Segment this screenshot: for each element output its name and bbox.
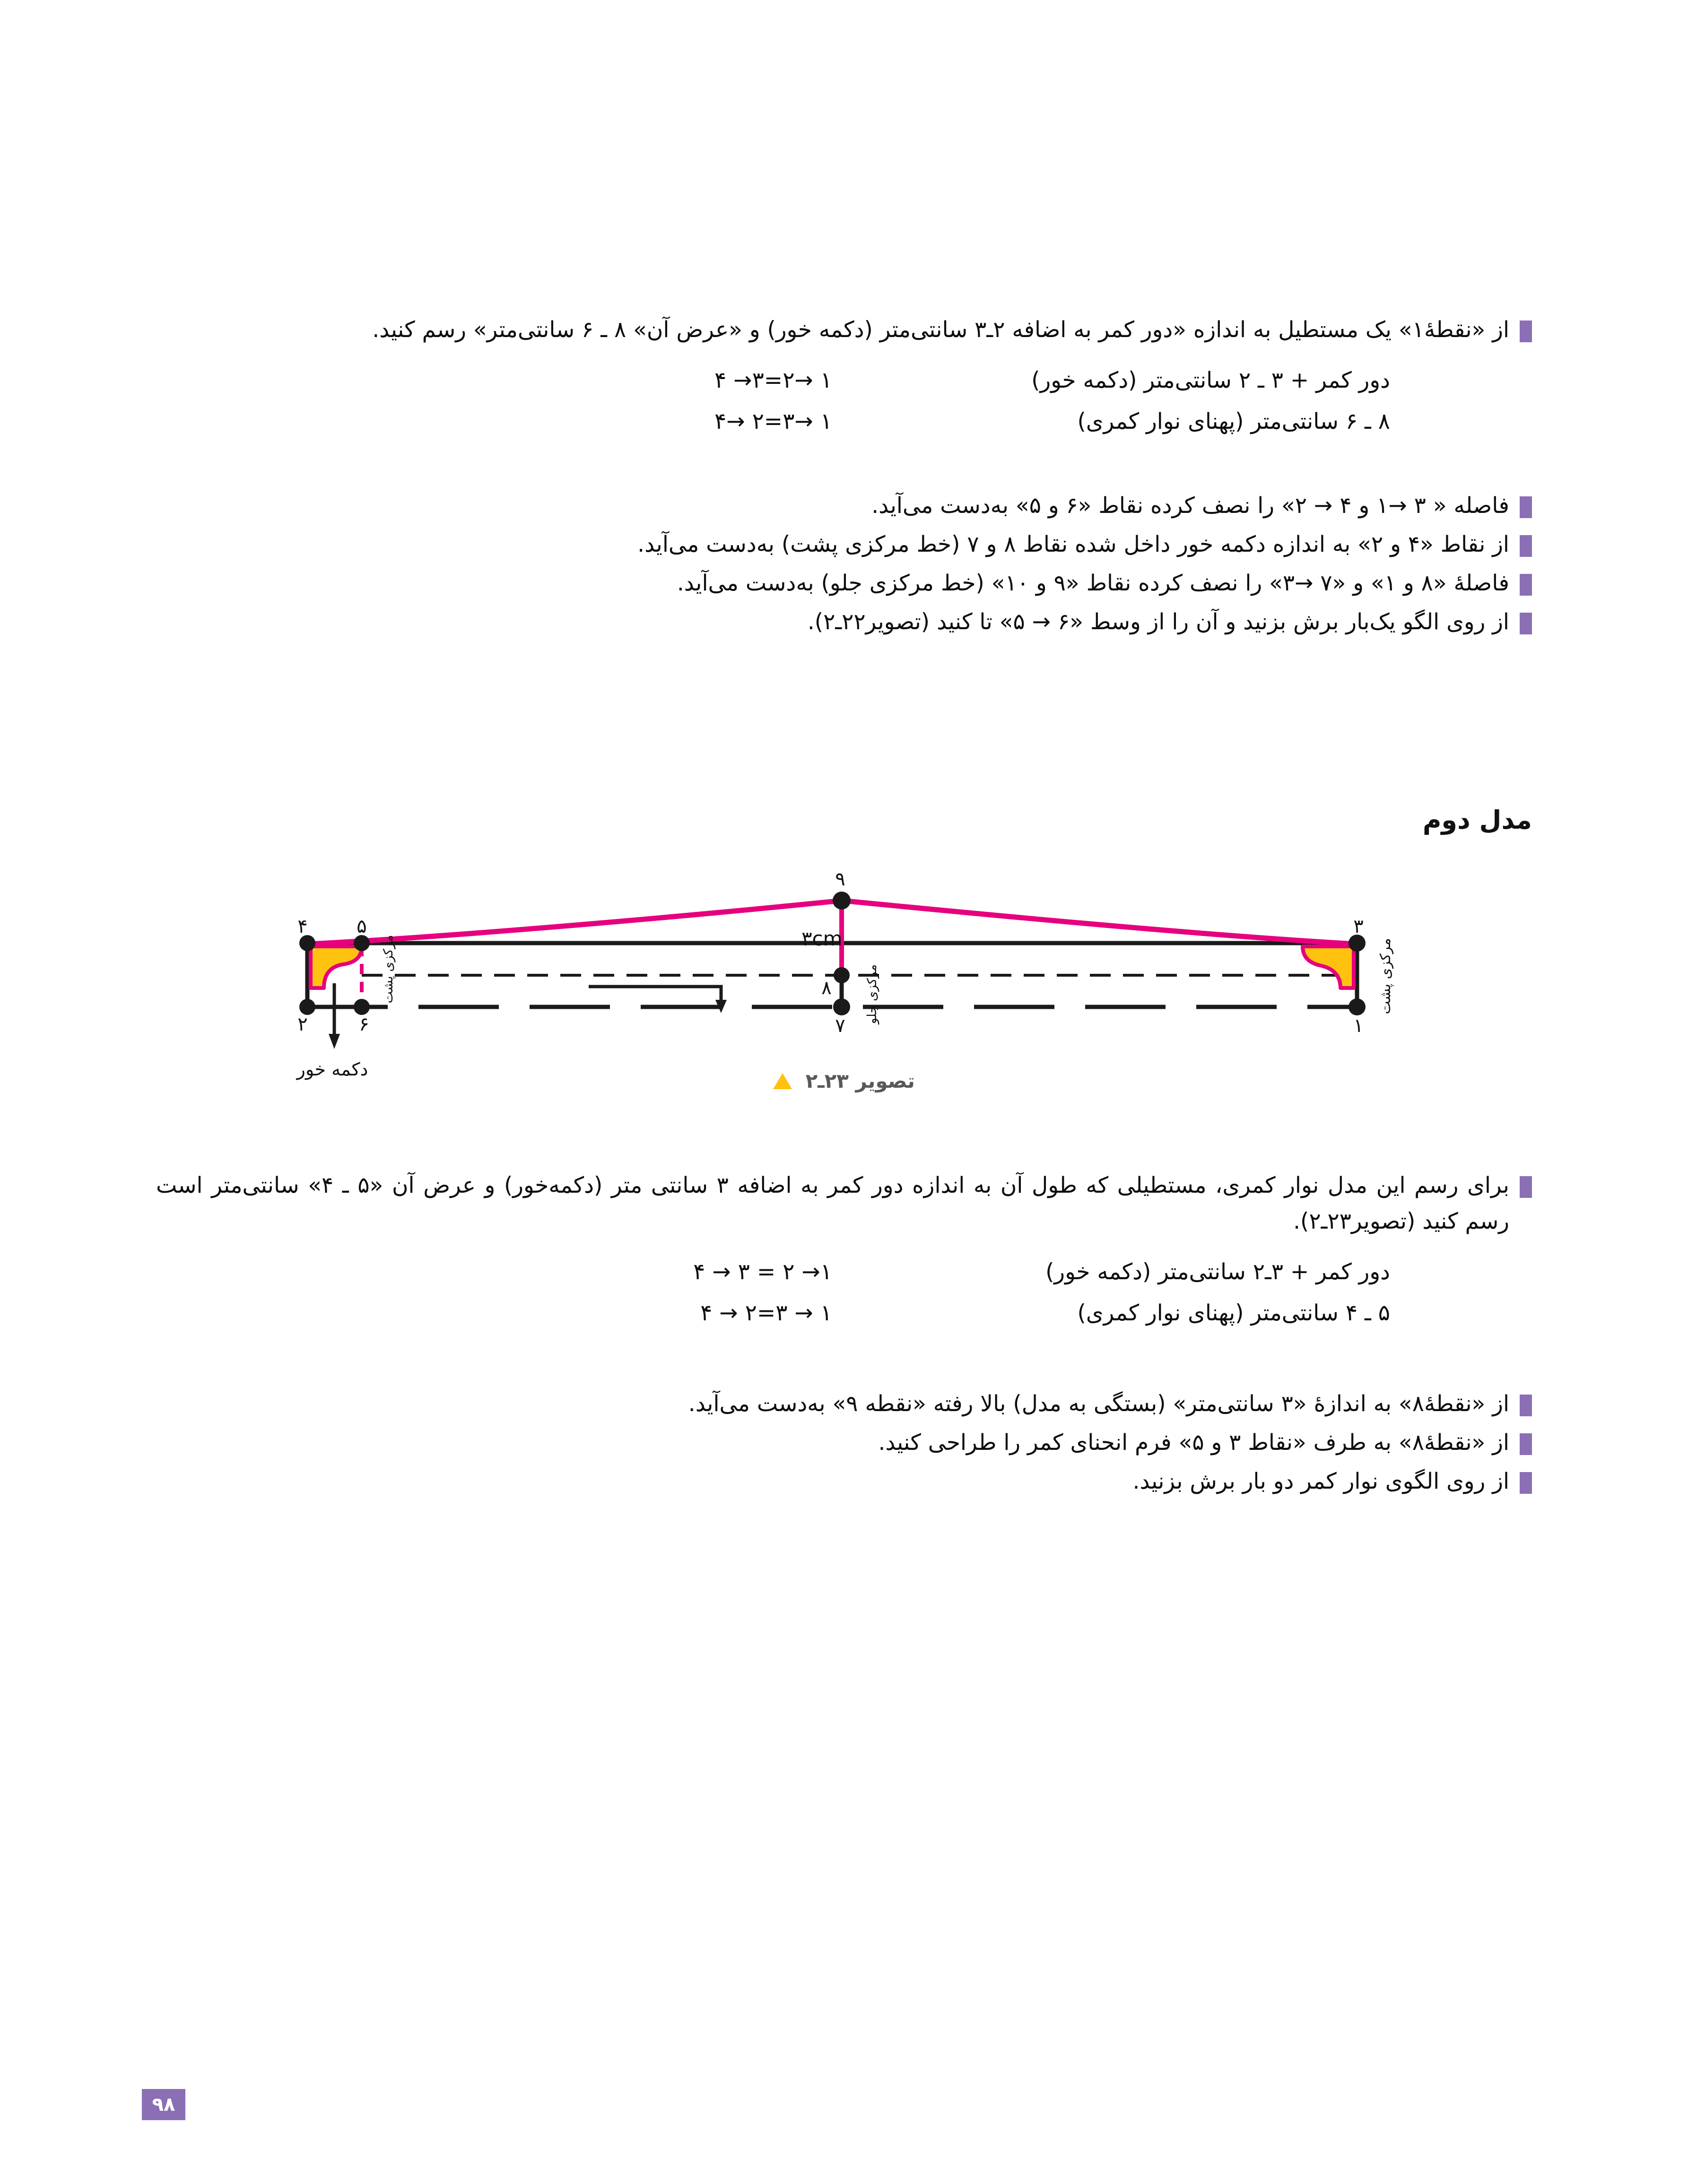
top-content-block bbox=[156, 312, 1532, 643]
formula-label: ۸ ـ ۶ سانتی‌متر (پهنای نوار کمری) bbox=[1077, 408, 1390, 435]
formula-label: دور کمر + ۳ ـ ۲ سانتی‌متر (دکمه خور) bbox=[1031, 367, 1390, 394]
list-item bbox=[156, 527, 1532, 563]
label-center-back-left: مرکزی پشت bbox=[381, 935, 396, 1004]
button-overlap-arrow-head bbox=[329, 1034, 340, 1049]
bullet-paragraph: از «نقطهٔ۸» به طرف «نقاط ۳ و ۵» فرم انحنای کمر را طراحی کنید. bbox=[878, 1430, 1509, 1456]
label-point-5: ۵ bbox=[357, 916, 367, 937]
bullet-square-icon bbox=[1520, 613, 1532, 634]
formula-row bbox=[156, 1293, 1532, 1334]
formula-block-bottom bbox=[156, 1252, 1532, 1334]
page-title: مدل دوم bbox=[1422, 805, 1532, 835]
label-point-7: ۷ bbox=[835, 1015, 845, 1037]
list-item bbox=[156, 604, 1532, 640]
bullet-paragraph: از «نقطهٔ۱» یک مستطیل به اندازه «دور کمر به اضافه ۲ـ۳ سانتی‌متر (دکمه خور) و «عرض آن» ۸ ـ ۶ سانتی‌متر» رسم کنید. bbox=[372, 317, 1509, 343]
point-dot-9 bbox=[833, 892, 851, 910]
bullet-paragraph: از روی الگو یک‌بار برش بزنید و آن را از وسط «۶ → ۵» تا کنید (تصویر۲۲ـ۲). bbox=[807, 609, 1509, 635]
bullet-square-icon bbox=[1520, 1395, 1532, 1416]
formula-result: ۱ →۳=۲ →۴ bbox=[714, 408, 832, 435]
bullet-paragraph: برای رسم این مدل نوار کمری، مستطیلی که طول آن به اندازه دور کمر به اضافه ۳ سانتی متر (دکمه‌خور) و عرض آن «۵ ـ ۴» سانتی‌متر است رسم کنید (تصویر۲۳ـ۲). bbox=[156, 1172, 1509, 1235]
point-dot-1 bbox=[1349, 998, 1366, 1015]
list-item bbox=[156, 1464, 1532, 1499]
formula-label: دور کمر + ۳ـ۲ سانتی‌متر (دکمه خور) bbox=[1045, 1259, 1390, 1285]
label-point-8: ۸ bbox=[821, 977, 832, 999]
formula-result: ۱→ ۲ = ۳ → ۴ bbox=[693, 1259, 832, 1285]
page-number-badge: ۹۸ bbox=[142, 2089, 185, 2120]
formula-row bbox=[156, 1252, 1532, 1293]
formula-row bbox=[156, 401, 1532, 442]
label-point-6: ۶ bbox=[359, 1014, 369, 1035]
point-dot-4 bbox=[299, 935, 315, 951]
bullet-square-icon bbox=[1520, 535, 1532, 557]
triangle-marker-icon bbox=[773, 1073, 792, 1089]
formula-result: ۱ → ۳=۲ → ۴ bbox=[700, 1300, 832, 1326]
point-dot-2 bbox=[299, 999, 315, 1015]
label-center-front: مرکزی جلو bbox=[865, 964, 879, 1024]
bullet-paragraph: فاصله « ۳ →۱ و ۴ → ۲» را نصف کرده نقاط «۶ و ۵» به‌دست می‌آید. bbox=[871, 493, 1509, 519]
list-item bbox=[156, 312, 1532, 348]
point-dot-7 bbox=[833, 998, 850, 1015]
bullet-square-icon bbox=[1520, 574, 1532, 596]
list-item bbox=[156, 1425, 1532, 1461]
label-center-back-right: مرکزی پشت bbox=[1377, 938, 1394, 1014]
left-corner-mark bbox=[311, 946, 362, 988]
bullet-square-icon bbox=[1520, 1472, 1532, 1494]
bullet-square-icon bbox=[1520, 321, 1532, 342]
bullet-paragraph: از «نقطهٔ۸» به اندازهٔ «۳ سانتی‌متر» (بستگی به مدل) بالا رفته «نقطه ۹» به‌دست می‌آید. bbox=[688, 1391, 1509, 1417]
waist-curve-right bbox=[842, 901, 1356, 944]
bullet-paragraph: از نقاط «۴ و ۲» به اندازه دکمه خور داخل شده نقاط ۸ و ۷ (خط مرکزی پشت) به‌دست می‌آید. bbox=[637, 531, 1509, 558]
bullet-square-icon bbox=[1520, 496, 1532, 518]
figure-caption bbox=[0, 1069, 1688, 1092]
formula-label: ۵ ـ ۴ سانتی‌متر (پهنای نوار کمری) bbox=[1077, 1300, 1390, 1326]
list-item bbox=[156, 488, 1532, 524]
formula-block-top bbox=[156, 360, 1532, 442]
label-dim-3cm: ۳cm bbox=[801, 927, 843, 950]
list-item bbox=[156, 1386, 1532, 1422]
formula-row bbox=[156, 360, 1532, 401]
point-dot-6 bbox=[354, 999, 370, 1015]
bullet-square-icon bbox=[1520, 1433, 1532, 1455]
list-item bbox=[156, 1168, 1532, 1239]
bullet-square-icon bbox=[1520, 1176, 1532, 1198]
label-point-9: ۹ bbox=[835, 868, 845, 890]
formula-result: ۱ →۲=۳→ ۴ bbox=[714, 367, 832, 394]
bottom-content-block bbox=[156, 1168, 1532, 1503]
point-dot-5 bbox=[354, 935, 370, 951]
inward-arrow-line bbox=[589, 987, 721, 1004]
label-button-overlap: دکمه خور bbox=[296, 1059, 368, 1080]
bullet-paragraph: از روی الگوی نوار کمر دو بار برش بزنید. bbox=[1132, 1468, 1509, 1495]
figure-caption-text: تصویر ۲۳ـ۲ bbox=[805, 1069, 915, 1092]
list-item bbox=[156, 565, 1532, 601]
label-point-4: ۴ bbox=[297, 916, 308, 937]
label-point-1: ۱ bbox=[1353, 1015, 1364, 1037]
right-corner-mark bbox=[1303, 946, 1354, 988]
label-point-3: ۳ bbox=[1353, 916, 1364, 937]
point-dot-8 bbox=[834, 967, 850, 983]
label-point-2: ۲ bbox=[297, 1014, 308, 1035]
bullet-paragraph: فاصلهٔ «۸ و ۱» و «۷ →۳» را نصف کرده نقاط «۹ و ۱۰» (خط مرکزی جلو) به‌دست می‌آید. bbox=[677, 570, 1509, 597]
